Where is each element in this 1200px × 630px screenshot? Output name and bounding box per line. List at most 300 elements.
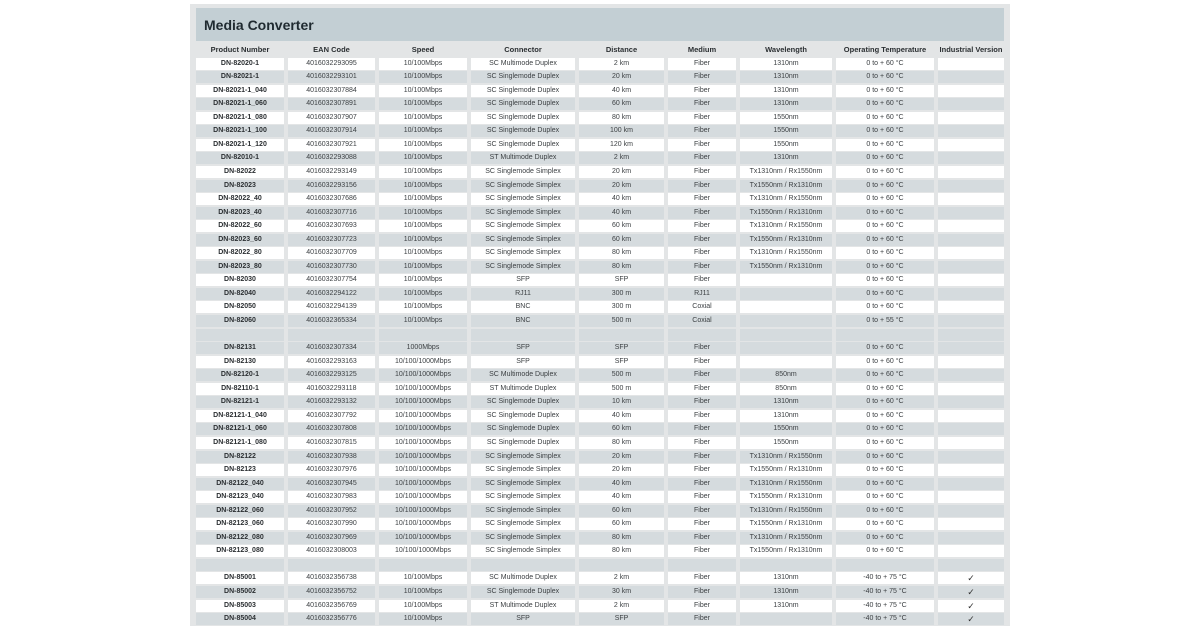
table-row [196,396,1004,408]
table-cell: Tx1550nm / Rx1310nm [740,491,832,503]
table-row [196,85,1004,97]
table-row [196,600,1004,612]
table-cell: Fiber [668,423,736,435]
table-cell: BNC [471,301,575,313]
table-cell: Fiber [668,152,736,164]
table-cell: 1310nm [740,586,832,598]
table-cell: 10/100Mbps [379,180,467,192]
table-cell: Fiber [668,464,736,476]
table-cell [579,329,664,341]
table-cell: 10/100/1000Mbps [379,369,467,381]
table-cell [938,112,1004,124]
table-cell: 10/100Mbps [379,261,467,273]
table-cell: 1550nm [740,125,832,137]
table-cell: SFP [579,274,664,286]
table-cell: 4016032307693 [288,220,375,232]
column-header: Distance [579,44,664,56]
table-cell: 0 to + 60 °C [836,423,934,435]
table-cell: SC Singlemode Simplex [471,166,575,178]
table-cell: Fiber [668,98,736,110]
table-cell: DN-85001 [196,572,284,584]
table-cell: 1310nm [740,98,832,110]
table-cell: DN-85002 [196,586,284,598]
table-cell: 80 km [579,112,664,124]
table-row [196,369,1004,381]
table-cell: SC Singlemode Simplex [471,207,575,219]
table-row [196,220,1004,232]
table-cell: 10/100/1000Mbps [379,437,467,449]
table-cell: 80 km [579,261,664,273]
table-cell: DN-82121-1_060 [196,423,284,435]
table-cell: 4016032307716 [288,207,375,219]
table-cell: 2 km [579,152,664,164]
table-cell: 80 km [579,247,664,259]
table-cell: Tx1550nm / Rx1310nm [740,464,832,476]
table-cell: 0 to + 60 °C [836,166,934,178]
table-cell: DN-82122_060 [196,505,284,517]
table-cell: SFP [579,613,664,625]
table-row [196,58,1004,70]
table-cell: 80 km [579,532,664,544]
column-header: Industrial Version [939,45,1003,54]
table-cell [938,478,1004,490]
table-cell: SC Singlemode Simplex [471,505,575,517]
table-row [196,491,1004,503]
table-cell [836,559,934,571]
table-row [196,437,1004,449]
table-cell: 10/100Mbps [379,572,467,584]
table-cell: DN-82021-1_040 [196,85,284,97]
check-icon: ✓ [938,572,1004,584]
table-cell: Tx1310nm / Rx1550nm [740,220,832,232]
table-cell: Tx1310nm / Rx1550nm [740,166,832,178]
table-cell: DN-82130 [196,356,284,368]
table-cell: Tx1310nm / Rx1550nm [740,451,832,463]
table-cell [740,356,832,368]
table-cell: Coxial [668,301,736,313]
table-cell: DN-82120-1 [196,369,284,381]
table-cell: SC Singlemode Simplex [471,478,575,490]
column-header: Wavelength [740,44,832,56]
table-cell: 0 to + 60 °C [836,451,934,463]
table-cell: 0 to + 60 °C [836,112,934,124]
table-cell: SC Singlemode Duplex [471,423,575,435]
table-row [196,193,1004,205]
table-cell: 0 to + 60 °C [836,301,934,313]
table-cell [938,396,1004,408]
table-cell: 4016032307808 [288,423,375,435]
table-row [196,518,1004,530]
table-cell: 10/100Mbps [379,193,467,205]
table-cell [938,125,1004,137]
table-cell: Fiber [668,410,736,422]
table-cell [740,288,832,300]
table-cell: Fiber [668,545,736,557]
table-cell: 10/100Mbps [379,125,467,137]
table-cell [740,274,832,286]
table-cell: 60 km [579,423,664,435]
table-row [196,356,1004,368]
table-cell: DN-82123_080 [196,545,284,557]
table-cell: 4016032307884 [288,85,375,97]
table-cell [938,152,1004,164]
table-cell: 20 km [579,71,664,83]
table-row [196,152,1004,164]
table-cell: 10/100/1000Mbps [379,423,467,435]
table-cell [471,559,575,571]
table-cell [938,356,1004,368]
table-cell: 850nm [740,383,832,395]
table-cell: 60 km [579,505,664,517]
table-cell: 0 to + 60 °C [836,71,934,83]
table-cell: 1550nm [740,139,832,151]
table-cell: SFP [471,356,575,368]
table-cell: DN-82021-1_060 [196,98,284,110]
table-cell: Fiber [668,600,736,612]
table-cell: 10/100Mbps [379,85,467,97]
table-cell: 4016032307921 [288,139,375,151]
table-cell [938,410,1004,422]
table-cell: 300 m [579,288,664,300]
table-cell: 1310nm [740,58,832,70]
table-cell: 80 km [579,545,664,557]
table-cell [836,329,934,341]
table-cell: DN-82010-1 [196,152,284,164]
table-cell: 40 km [579,85,664,97]
table-cell: 0 to + 60 °C [836,193,934,205]
table-cell: Fiber [668,274,736,286]
table-cell: 1550nm [740,112,832,124]
table-cell: 30 km [579,586,664,598]
table-cell: SFP [579,356,664,368]
table-cell: Fiber [668,112,736,124]
table-cell [938,166,1004,178]
table-cell: 0 to + 60 °C [836,220,934,232]
table-cell: Fiber [668,586,736,598]
table-cell: 10/100Mbps [379,220,467,232]
table-cell: 4016032294122 [288,288,375,300]
table-cell: 0 to + 60 °C [836,491,934,503]
table-cell: SFP [471,342,575,354]
table-cell: 20 km [579,166,664,178]
table-cell: SC Singlemode Duplex [471,71,575,83]
table-cell: 60 km [579,220,664,232]
table-cell: 4016032356776 [288,613,375,625]
table-cell: 40 km [579,491,664,503]
table-cell [938,234,1004,246]
table-cell: Tx1550nm / Rx1310nm [740,261,832,273]
table-cell [740,342,832,354]
table-cell: Fiber [668,478,736,490]
table-cell: Fiber [668,437,736,449]
table-cell: 20 km [579,464,664,476]
table-cell: -40 to + 75 °C [836,600,934,612]
table-cell: DN-82123_040 [196,491,284,503]
table-cell [740,315,832,327]
table-cell: 0 to + 60 °C [836,288,934,300]
table-cell: SC Singlemode Simplex [471,234,575,246]
table-cell: Coxial [668,315,736,327]
table-cell: DN-82021-1_100 [196,125,284,137]
table-cell: 10/100/1000Mbps [379,518,467,530]
table-cell [579,559,664,571]
table-cell: Fiber [668,356,736,368]
table-row [196,464,1004,476]
table-row [196,71,1004,83]
table-cell: 4016032356752 [288,586,375,598]
column-header: Connector [471,44,575,56]
table-row [196,410,1004,422]
table-cell: 10/100Mbps [379,139,467,151]
table-cell: 80 km [579,437,664,449]
table-cell: DN-82022_60 [196,220,284,232]
table-cell: 2 km [579,572,664,584]
table-cell: -40 to + 75 °C [836,572,934,584]
table-row [196,532,1004,544]
table-cell: DN-82060 [196,315,284,327]
table-cell: DN-82022 [196,166,284,178]
table-cell: SC Singlemode Duplex [471,112,575,124]
table-cell: 0 to + 60 °C [836,464,934,476]
table-cell [938,274,1004,286]
table-cell: SC Singlemode Duplex [471,396,575,408]
table-cell: 4016032293095 [288,58,375,70]
table-cell: 10/100Mbps [379,288,467,300]
table-cell [938,329,1004,341]
table-cell: 20 km [579,180,664,192]
table-cell: Fiber [668,180,736,192]
table-cell: 10/100/1000Mbps [379,410,467,422]
table-row [196,234,1004,246]
table-cell [938,342,1004,354]
table-cell: Fiber [668,518,736,530]
table-row [196,545,1004,557]
table-row [196,301,1004,313]
table-row [196,98,1004,110]
table-cell: Tx1550nm / Rx1310nm [740,207,832,219]
table-cell: 4016032308003 [288,545,375,557]
column-header: EAN Code [288,44,375,56]
table-cell: Fiber [668,342,736,354]
table-cell: 1310nm [740,600,832,612]
table-cell: 10/100Mbps [379,166,467,178]
table-cell: DN-82030 [196,274,284,286]
table-cell: SFP [471,274,575,286]
table-cell: DN-82023_80 [196,261,284,273]
check-icon: ✓ [938,613,1004,625]
table-cell: 40 km [579,410,664,422]
table-cell: SC Singlemode Simplex [471,491,575,503]
table-cell: 20 km [579,451,664,463]
table-cell: DN-82022_40 [196,193,284,205]
table-cell: 0 to + 60 °C [836,369,934,381]
table-cell: 2 km [579,600,664,612]
table-cell: DN-82122 [196,451,284,463]
table-cell: SC Singlemode Simplex [471,532,575,544]
table-cell: 4016032293163 [288,356,375,368]
table-cell: DN-82050 [196,301,284,313]
table-cell: ST Multimode Duplex [471,600,575,612]
table-row [196,274,1004,286]
table-cell: SC Singlemode Duplex [471,125,575,137]
table-cell: Tx1550nm / Rx1310nm [740,518,832,530]
table-row [196,586,1004,598]
table-cell: 0 to + 60 °C [836,410,934,422]
table-cell: Fiber [668,58,736,70]
table-cell: 850nm [740,369,832,381]
table-row [196,613,1004,625]
table-cell [938,532,1004,544]
table-cell: 10/100/1000Mbps [379,532,467,544]
table-cell: 1310nm [740,85,832,97]
table-cell: SC Singlemode Simplex [471,261,575,273]
table-header-row [196,44,1004,56]
table-cell: 10/100Mbps [379,613,467,625]
table-cell: SC Singlemode Duplex [471,139,575,151]
table-cell: 500 m [579,315,664,327]
table-cell: 120 km [579,139,664,151]
table-cell [471,329,575,341]
table-cell: 4016032307891 [288,98,375,110]
table-cell [288,329,375,341]
table-cell: 40 km [579,478,664,490]
table-cell: 10/100/1000Mbps [379,396,467,408]
table-cell [938,58,1004,70]
table-cell: Fiber [668,85,736,97]
table-cell: DN-82021-1_120 [196,139,284,151]
table-cell: SC Singlemode Duplex [471,586,575,598]
table-cell: 10/100/1000Mbps [379,491,467,503]
table-cell: 0 to + 60 °C [836,505,934,517]
table-cell: DN-82021-1_080 [196,112,284,124]
table-cell: 4016032307914 [288,125,375,137]
table-cell: 4016032307945 [288,478,375,490]
table-cell: 1310nm [740,396,832,408]
table-cell: SC Singlemode Simplex [471,180,575,192]
table-cell: 4016032307976 [288,464,375,476]
table-cell: 10/100Mbps [379,600,467,612]
table-cell: 0 to + 60 °C [836,247,934,259]
table-row [196,315,1004,327]
table-cell: DN-82121-1_080 [196,437,284,449]
table-cell: DN-85004 [196,613,284,625]
table-cell: 4016032294139 [288,301,375,313]
table-cell: 0 to + 60 °C [836,437,934,449]
table-cell [196,329,284,341]
table-row [196,572,1004,584]
table-cell: Fiber [668,125,736,137]
table-cell: DN-82121-1_040 [196,410,284,422]
table-row [196,451,1004,463]
table-cell: 4016032307815 [288,437,375,449]
table-cell [379,559,467,571]
table-cell: 4016032307686 [288,193,375,205]
table-cell: SC Singlemode Simplex [471,464,575,476]
table-cell: DN-82040 [196,288,284,300]
table-cell [740,329,832,341]
table-cell: Fiber [668,166,736,178]
table-row [196,125,1004,137]
table-cell: DN-82122_040 [196,478,284,490]
column-header: Operating Temperature [836,44,934,56]
table-cell: SC Multimode Duplex [471,58,575,70]
table-cell: 10/100Mbps [379,301,467,313]
table-cell: DN-82023_40 [196,207,284,219]
table-cell: 0 to + 60 °C [836,207,934,219]
table-row [196,383,1004,395]
table-cell: 10/100Mbps [379,152,467,164]
table-cell: DN-82022_80 [196,247,284,259]
table-cell: DN-82121-1 [196,396,284,408]
column-header: Speed [379,44,467,56]
table-cell: 10/100Mbps [379,247,467,259]
table-cell: DN-82020-1 [196,58,284,70]
table-cell: 10/100/1000Mbps [379,356,467,368]
table-cell: SC Singlemode Duplex [471,437,575,449]
table-cell [938,491,1004,503]
table-cell: 4016032307938 [288,451,375,463]
table-cell: 0 to + 60 °C [836,98,934,110]
table-cell: 10/100Mbps [379,98,467,110]
table-row [196,505,1004,517]
table-cell: 4016032307792 [288,410,375,422]
table-cell [938,315,1004,327]
table-cell: 1000Mbps [379,342,467,354]
table-cell: SC Multimode Duplex [471,369,575,381]
table-row [196,180,1004,192]
column-header: Product Number [196,44,284,56]
table-cell: Fiber [668,491,736,503]
table-cell: 0 to + 60 °C [836,356,934,368]
table-cell: Fiber [668,220,736,232]
table-cell: 0 to + 60 °C [836,58,934,70]
table-cell [938,71,1004,83]
table-cell: 4016032307723 [288,234,375,246]
table-cell [740,559,832,571]
table-cell: 1550nm [740,423,832,435]
table-cell: SC Singlemode Simplex [471,193,575,205]
table-cell: 4016032307709 [288,247,375,259]
check-icon: ✓ [938,600,1004,612]
table-cell: Fiber [668,261,736,273]
table-cell [668,559,736,571]
table-cell: SC Singlemode Simplex [471,518,575,530]
table-cell: Tx1550nm / Rx1310nm [740,234,832,246]
table-cell: 0 to + 60 °C [836,545,934,557]
column-header: Medium [668,44,736,56]
table-cell: 0 to + 60 °C [836,396,934,408]
table-cell: 4016032307730 [288,261,375,273]
table-cell: 1310nm [740,572,832,584]
table-cell: 4016032365334 [288,315,375,327]
table-cell: Tx1550nm / Rx1310nm [740,545,832,557]
table-cell: Tx1310nm / Rx1550nm [740,505,832,517]
table-cell: 40 km [579,207,664,219]
table-cell [938,369,1004,381]
table-cell: 4016032307754 [288,274,375,286]
table-cell [938,261,1004,273]
table-cell: -40 to + 75 °C [836,613,934,625]
table-cell: DN-82021-1 [196,71,284,83]
table-cell: 2 km [579,58,664,70]
table-cell: Fiber [668,247,736,259]
table-cell: 10/100Mbps [379,586,467,598]
table-cell: 4016032293125 [288,369,375,381]
table-cell [938,559,1004,571]
table-cell: 4016032307969 [288,532,375,544]
table-cell [938,220,1004,232]
table-cell: Fiber [668,383,736,395]
